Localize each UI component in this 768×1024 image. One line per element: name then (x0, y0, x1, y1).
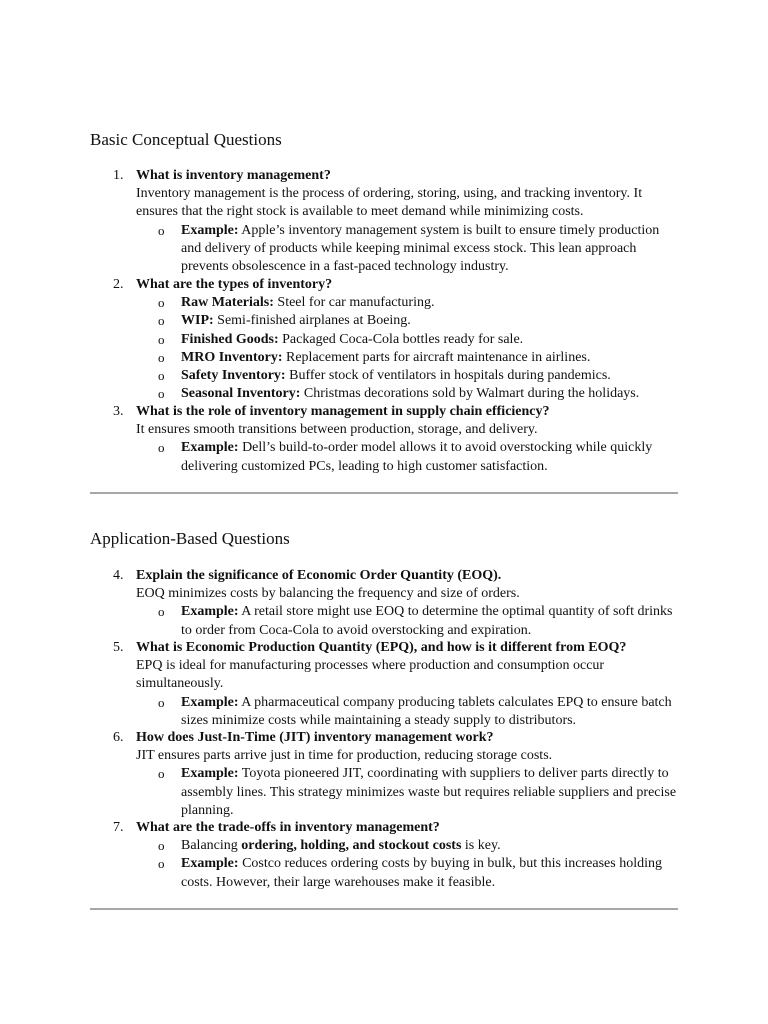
item-label: Seasonal Inventory: (181, 386, 301, 402)
item-label: Example: (181, 440, 239, 456)
item-text: A pharmaceutical company producing tablets calculates EPQ to ensure batch sizes minimize costs while maintaining a steady supply to distributors. (181, 694, 672, 728)
question-answer: Inventory management is the process of ordering, storing, using, and tracking inventory. It ensures that the right stock is available to meet demand while minimizing costs. (136, 186, 643, 220)
question-title: What is inventory management? (136, 168, 331, 183)
question-number: 2. (113, 277, 124, 292)
list-item (136, 694, 681, 730)
item-text: Buffer stock of ventilators in hospitals during pandemics. (285, 368, 611, 384)
bullet-icon: o (158, 838, 165, 854)
item-label: WIP: (181, 313, 214, 329)
question-answer: EPQ is ideal for manufacturing processes where production and consumption occur simultaneously. (136, 658, 605, 692)
question-title: How does Just-In-Time (JIT) inventory management work? (136, 730, 494, 745)
bullet-icon: o (158, 368, 165, 384)
bullet-icon: o (158, 766, 165, 782)
bullet-icon: o (158, 386, 165, 402)
question-title: What are the trade-offs in inventory management? (136, 820, 440, 835)
list-item (136, 385, 681, 403)
list-item (136, 855, 681, 891)
item-text: Steel for car manufacturing. (273, 295, 435, 311)
section-title-application: Application-Based Questions (90, 529, 290, 548)
horizontal-divider (90, 908, 678, 910)
item-text: Toyota pioneered JIT, coordinating with suppliers to deliver parts directly to assembly lines. This strategy minimizes waste but requires reliable suppliers and precise planning. (181, 766, 677, 818)
horizontal-divider (90, 492, 678, 494)
item-text: Apple’s inventory management system is built to ensure timely production and delivery of products while keeping minimal excess stock. This lean approach prevents obsolescence in a fast-paced technology industry. (181, 222, 660, 275)
item-label: ordering, holding, and stockout costs (241, 838, 462, 854)
bullet-icon: o (158, 349, 165, 365)
question-answer: It ensures smooth transitions between production, storage, and delivery. (136, 422, 538, 438)
question-number: 1. (113, 168, 124, 183)
question-title: What is the role of inventory management in supply chain efficiency? (136, 404, 550, 419)
list-item (136, 312, 681, 330)
list-item (136, 294, 681, 312)
list-item (136, 439, 681, 475)
list-item (136, 367, 681, 385)
item-label: Example: (181, 856, 239, 872)
question-number: 6. (113, 730, 124, 745)
item-label: Raw Materials: (181, 295, 274, 311)
item-text: Packaged Coca-Cola bottles ready for sale. (278, 331, 524, 347)
item-text: Costco reduces ordering costs by buying in bulk, but this increases holding costs. However, their large warehouses make it feasible. (181, 856, 663, 890)
question-number: 7. (113, 820, 124, 835)
bullet-icon: o (158, 440, 165, 456)
question-title: What are the types of inventory? (136, 277, 333, 292)
item-label: Example: (181, 222, 239, 238)
item-label: Finished Goods: (181, 331, 279, 347)
section-title-basic: Basic Conceptual Questions (90, 130, 282, 149)
list-item (136, 331, 681, 349)
list-item (136, 837, 681, 855)
bullet-icon: o (158, 295, 165, 311)
list-item (136, 222, 681, 277)
item-text: A retail store might use EOQ to determine the optimal quantity of soft drinks to order from Coca-Cola to avoid overstocking and expiration. (181, 604, 673, 638)
list-item (136, 603, 681, 639)
bullet-icon: o (158, 313, 165, 329)
bullet-icon: o (158, 604, 165, 620)
item-text: Christmas decorations sold by Walmart during the holidays. (300, 386, 640, 402)
item-text: Semi-finished airplanes at Boeing. (213, 313, 411, 329)
question-title: Explain the significance of Economic Order Quantity (EOQ). (136, 568, 502, 583)
question-number: 3. (113, 404, 124, 419)
bullet-icon: o (158, 694, 165, 710)
list-item (136, 349, 681, 367)
question-number: 5. (113, 640, 124, 655)
bullet-icon: o (158, 856, 165, 872)
item-text: is key. (461, 838, 501, 854)
question-answer: JIT ensures parts arrive just in time for production, reducing storage costs. (136, 748, 553, 764)
question-number: 4. (113, 568, 124, 583)
item-label: MRO Inventory: (181, 349, 283, 365)
question-answer: EOQ minimizes costs by balancing the frequency and size of orders. (136, 586, 520, 602)
item-text: Dell’s build-to-order model allows it to avoid overstocking while quickly delivering customized PCs, leading to high customer satisfaction. (181, 440, 653, 474)
item-text: Replacement parts for aircraft maintenance in airlines. (282, 349, 591, 365)
question-title: What is Economic Production Quantity (EPQ), and how is it different from EOQ? (136, 640, 627, 655)
list-item (136, 765, 681, 820)
item-label: Safety Inventory: (181, 368, 286, 384)
bullet-icon: o (158, 222, 165, 238)
item-prefix: Balancing (181, 838, 242, 854)
item-label: Example: (181, 694, 239, 710)
bullet-icon: o (158, 331, 165, 347)
item-label: Example: (181, 604, 239, 620)
item-label: Example: (181, 766, 239, 782)
